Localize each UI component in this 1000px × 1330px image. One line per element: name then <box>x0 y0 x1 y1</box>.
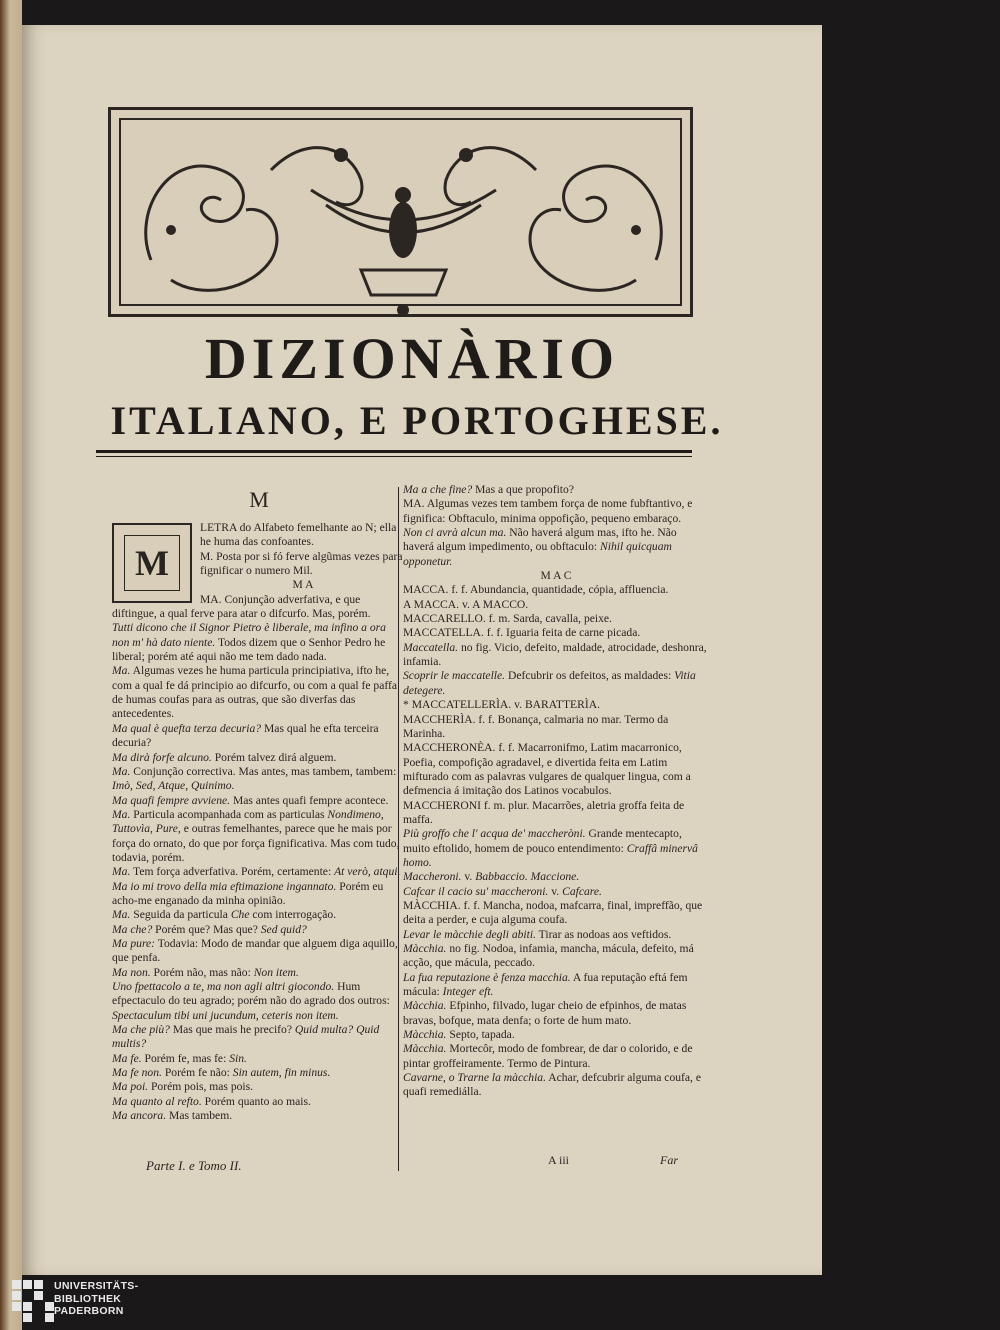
entry-text: Ma. Particula acompanhada com as particulas Nondimeno, Tuttovìa, Pure, e outras femelhantes, parece que he mais por força do ornato, do que por força fignificativa. Mas com tudo, todavia, porém. <box>112 807 400 864</box>
entry-text: Ma dirà forfe alcuno. Porém talvez dirá alguem. <box>112 750 337 764</box>
left-column <box>112 483 406 1123</box>
entry-text: Cavarne, o Trarne la màcchia. Achar, defcubrir alguma coufa, e quafi remediálla. <box>403 1071 701 1099</box>
entry-text: Uno fpettacolo a te, ma non agli altri giocondo. Hum efpectaculo do teu agrado; porém não do agrado dos outros: Spectaculum tibi uni jucundum, ceteris non item. <box>112 980 390 1022</box>
entry-text: MACCHERONÈA. f. f. Macarronifmo, Latim macarronico, Poefia, compofição agradavel, e divertida feita em Latim mifturado com as palavras vulgares de qualquer lingua, com a defmencia á imitação dos Latinos vocabulos. <box>403 741 691 798</box>
entry-text: Ma fe. Porém fe, mas fe: Sin. <box>112 1051 247 1065</box>
library-name-line: UNIVERSITÄTS- <box>54 1280 139 1292</box>
initial-letter: M <box>124 535 180 591</box>
entry-text: Ma pure: Todavia: Modo de mandar que alguem diga aquillo, que penfa. <box>112 936 398 965</box>
entry-text: Non ci avrà alcun ma. Não haverá algum mas, ifto he. Não haverá algum impedimento, ou obftaculo: Nihil quicquam opponetur. <box>403 526 677 568</box>
entry-text: Ma quafi fempre avviene. Mas antes quafi fempre acontece. <box>112 793 389 807</box>
entry-text: MACCA. f. f. Abundancia, quantidade, cópia, affluencia. <box>403 583 669 597</box>
section-letter: M <box>249 487 269 512</box>
entry-text: Ma poi. Porém pois, mas pois. <box>112 1080 254 1094</box>
page-title: DIZIONÀRIO <box>204 326 620 391</box>
entry-text: Màcchia. no fig. Nodoa, infamia, mancha, mácula, defeito, má acção, que mácula, peccado. <box>403 942 694 970</box>
entry-text: Ma che più? Mas que mais he precifo? Quid multa? Quid multis? <box>112 1023 380 1051</box>
entry-text: La fua reputazione è fenza macchia. A fua reputação eftá fem mácula: Integer eft. <box>403 970 688 999</box>
entry-text: MACCHERÌA. f. f. Bonança, calmaria no mar. Termo da Marinha. <box>403 712 669 740</box>
entry-text: Ma. Tem força adverfativa. Porém, certamente: At verò, atqui. <box>112 865 401 879</box>
entry-text: Màcchia. Efpinho, filvado, lugar cheio de efpinhos, de matas bravas, bofque, mata denfa; o forte de hum mato. <box>403 999 687 1027</box>
entry-text: Maccheroni. v. Babbaccio. Maccione. <box>403 870 580 884</box>
volume-footer: Parte I. e Tomo II. <box>146 1158 242 1173</box>
section-heading: M A C <box>540 569 572 583</box>
entry-text: Levar le màcchie degli abiti. Tirar as nodoas aos veftidos. <box>403 927 672 941</box>
entry-text: MACCATELLA. f. f. Iguaria feita de carne picada. <box>403 626 641 640</box>
entry-text: * MACCATELLERÌA. v. BARATTERÌA. <box>403 698 600 712</box>
catchword: Far <box>660 1153 678 1167</box>
library-name-line: BIBLIOTHEK <box>54 1292 122 1305</box>
entry-text: Ma a che fine? Mas a que propofito? <box>403 483 574 496</box>
entry-text: Ma non. Porém não, mas não: Non item. <box>112 965 299 979</box>
decorated-initial <box>112 523 192 603</box>
entry-text: MACCHERONI f. m. plur. Macarrões, aletria groffa feita de maffa. <box>403 798 685 826</box>
scroll-ornament-icon <box>111 110 696 320</box>
entry-text: Ma. Algumas vezes he huma particula principiativa, ifto he, com a qual fe dá principio ao difcurfo, ou com a qual fe paffa de humas coufas para as outras, que são diverfas das antecedentes. <box>112 664 398 721</box>
entry-text: MA. Conjunção adverfativa, e que diftingue, a qual ferve para atar o difcurfo. Mas, porém. <box>112 592 371 621</box>
library-name <box>54 1280 138 1318</box>
entry-text: MA. Algumas vezes tem tambem força de nome fubftantivo, e fignifica: Obftaculo, minima oppofição, pequeno embaraço. <box>403 497 693 525</box>
entry-text: MÀCCHIA. f. f. Mancha, nodoa, mafcarra, final, impreffão, que deita a perder, e cuja alguma coufa. <box>403 898 703 927</box>
left-page-edge <box>0 0 22 1330</box>
signature-mark: A iii <box>548 1153 570 1167</box>
title-rule-thin <box>96 456 692 457</box>
entry-text: A MACCA. v. A MACCO. <box>403 597 529 611</box>
ornamental-headpiece <box>108 107 693 317</box>
entry-text: M. Posta por si fó ferve algũmas vezes para fignificar o numero Mil. <box>200 549 403 578</box>
entry-text: Ma. Conjunção correctiva. Mas antes, mas tambem, tambem: Imò, Sed, Atque, Quinimo. <box>112 764 397 793</box>
page-subtitle: ITALIANO, E PORTOGHESE. <box>110 398 724 443</box>
right-column <box>403 483 709 1100</box>
title-rule-thick <box>96 450 692 453</box>
entry-text: LETRA do Alfabeto femelhante ao N; ella he huma das confoantes. <box>200 521 397 549</box>
entry-text: Màcchia. Mortecôr, modo de fombrear, de dar o colorido, e de pintar groffeiramente. Termo de Pintura. <box>403 1042 693 1070</box>
entry-text: Ma qual è quefta terza decuria? Mas qual he efta terceira decuria? <box>112 721 379 750</box>
entry-text: Tutti dicono che il Signor Pietro è liberale, ma infino a ora non m' hà dato niente. Todos dizem que o Senhor Pedro he liberal; porém até aqui não me tem dado nada. <box>112 621 386 664</box>
entry-text: Più groffo che l' acqua de' maccheròni. Grande mentecapto, muito eftolido, homem de pouco entendimento: Craffâ minervâ homo. <box>403 827 698 869</box>
entry-text: Ma. Seguida da particula Che com interrogação. <box>112 908 337 922</box>
entry-text: Ma io mi trovo della mia eftimazione ingannato. Porém eu acho-me enganado da minha opinião. <box>112 879 384 907</box>
section-heading: M A <box>292 578 314 592</box>
entry-text: Maccatella. no fig. Vicio, defeito, maldade, atrocidade, deshonra, infamia. <box>403 640 707 669</box>
entry-text: Cafcar il cacio su' maccheroni. v. Cafcare. <box>403 884 602 898</box>
book-page <box>22 25 822 1275</box>
entry-text: Màcchia. Septo, tapada. <box>403 1028 515 1042</box>
entry-text: MACCARELLO. f. m. Sarda, cavalla, peixe. <box>403 612 612 626</box>
entry-text: Ma quanto al refto. Porém quanto ao mais. <box>112 1094 311 1108</box>
entry-text: Ma ancora. Mas tambem. <box>112 1109 233 1123</box>
entry-text: Ma fe non. Porém fe não: Sin autem, fin minus. <box>112 1066 331 1080</box>
library-name-line: PADERBORN <box>54 1305 124 1317</box>
entry-text: Ma che? Porém que? Mas que? Sed quid? <box>112 922 307 936</box>
entry-text: Scoprir le maccatelle. Defcubrir os defeitos, as maldades: Vitia detegere. <box>403 669 696 697</box>
